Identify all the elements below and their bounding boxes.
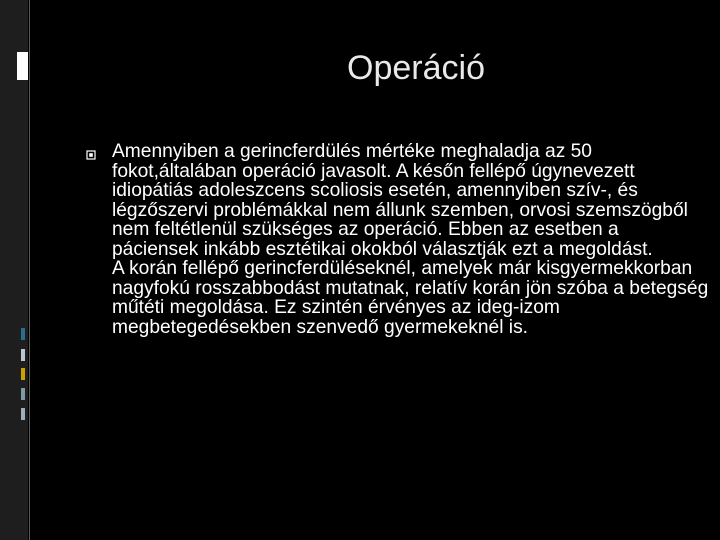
color-strip — [21, 368, 25, 380]
left-accent-bar — [0, 0, 28, 540]
left-accent-line — [29, 0, 30, 540]
color-strip — [21, 408, 25, 420]
color-strip — [21, 388, 25, 400]
color-strip — [21, 349, 25, 361]
color-strip — [21, 328, 25, 340]
square-bullet-icon — [86, 150, 96, 160]
body-paragraph: Amennyiben a gerincferdülés mértéke meghaladja az 50 fokot,általában operáció javasolt. A későn fellépő úgynevezett idiopátiás adoleszcens scoliosis esetén, amennyiben szív-, és légzőszervi problémákkal nem állunk szemben, orvosi szemszögből nem feltétlenül szükséges az operáció. Ebben az esetben a páciensek inkább esztétikai okokból választják ezt a megoldást. — [112, 141, 688, 260]
slide-body — [112, 142, 710, 337]
slide-title: Operáció — [347, 49, 485, 87]
title-marker — [17, 52, 28, 80]
body-paragraph: A korán fellépő gerincferdüléseknél, amelyek már kisgyermekkorban nagyfokú rosszabbodást mutatnak, relatív korán jön szóba a betegség műtéti megoldása. Ez szintén érvényes az ideg-izom megbetegedésekben szenvedő gyermekeknél is. — [112, 258, 709, 338]
